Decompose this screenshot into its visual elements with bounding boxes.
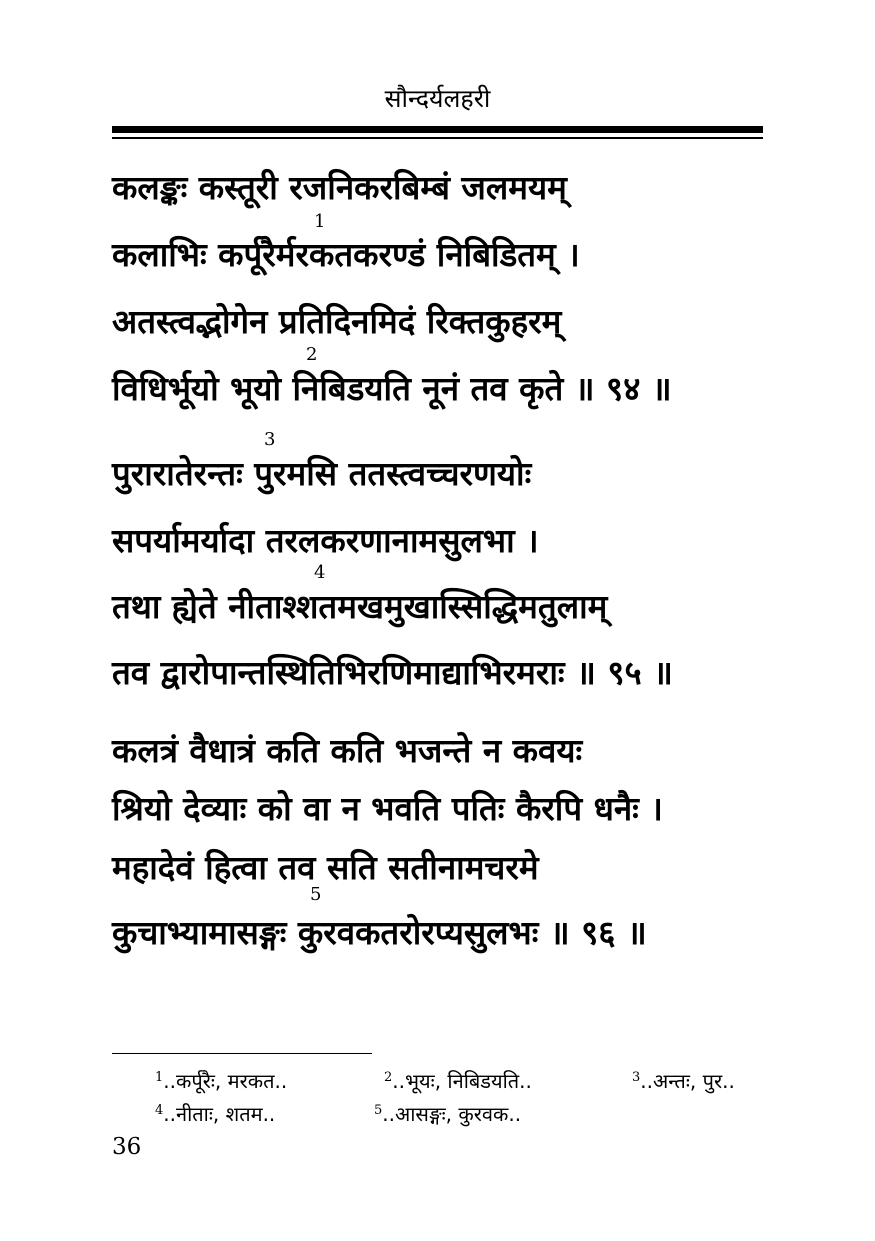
verse-94-line-3: अतस्त्वद्भोगेन प्रतिदिनमिदं रिक्तकुहरम् (112, 302, 562, 341)
footnote-item: $^3$..अन्तः, पुर.. (632, 1069, 735, 1093)
footnote-mark: 3 (264, 429, 276, 450)
verse-94-line-2: कलाभिः कर्पूरैर्मरकतकरण्डं निबिडितम् । (112, 235, 580, 274)
verse-95-line-3: तथा ह्येते नीताश्शतमखमुखास्सिद्धिमतुलाम् (112, 587, 608, 626)
verse-95-line-1: पुरारातेरन्तः पुरमसि ततस्त्वच्चरणयोः (112, 454, 532, 493)
footnote-item: $^4$..नीताः, शतम.. (155, 1102, 276, 1126)
verse-95-line-4: तव द्वारोपान्तस्थितिभिरणिमाद्याभिरमराः ॥ ९५ ॥ (112, 653, 673, 692)
footnote-mark: 5 (310, 884, 322, 905)
running-header: सौन्दर्यलहरी (384, 84, 491, 113)
header-rule-thick (112, 126, 763, 133)
footnote-item: $^5$..आसङ्गः, कुरवक.. (374, 1102, 522, 1126)
verse-95-line-2: सपर्यामर्यादा तरलकरणानामसुलभा । (112, 521, 539, 560)
footnote-item: $^1$..कर्पूरैः, मरकत.. (155, 1069, 288, 1093)
footnote-mark: 1 (314, 211, 326, 232)
verse-94-line-4: विधिर्भूयो भूयो निबिडयति नूनं तव कृते ॥ ९४ ॥ (112, 369, 672, 408)
footnote-rule (112, 1053, 372, 1054)
verse-96-line-3: महादेवं हित्वा तव सति सतीनामचरमे (112, 848, 539, 887)
verse-96-line-2: श्रियो देव्याः को वा न भवति पतिः कैरपि धनैः । (112, 789, 663, 828)
footnote-mark: 2 (306, 344, 318, 365)
footnote-mark: 4 (314, 562, 326, 583)
verse-96-line-1: कलत्रं वैधात्रं कति कति भजन्ते न कवयः (112, 731, 583, 770)
verse-96-line-4: कुचाभ्यामासङ्गः कुरवकतरोरप्यसुलभः ॥ ९६ ॥ (112, 913, 647, 952)
page-number: 36 (112, 1134, 142, 1160)
footnote-item: $^2$..भूयः, निबिडयति.. (384, 1069, 532, 1093)
verse-94-line-1: कलङ्कः कस्तूरी रजनिकरबिम्बं जलमयम् (112, 168, 567, 207)
header-rule-thin (112, 137, 763, 139)
